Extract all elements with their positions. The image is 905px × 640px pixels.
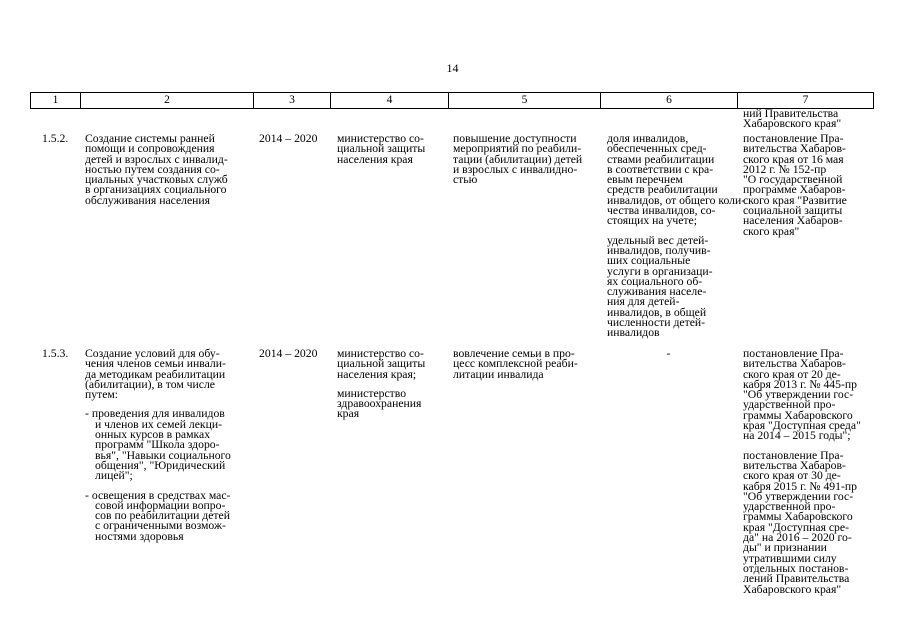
header-cell-7: 7 — [802, 94, 809, 106]
row-number-text: 1.5.3. — [42, 347, 69, 360]
measure-text: Создание системы ранней помощи и сопровождения детей и взрослых с инвалид- ностью путем создания со- циальных участковых служб в организациях социального обслуживания населения — [85, 132, 228, 207]
measure-list-item: - освещения в средствах мас- совой информации вопро- сов по реабилитации детей с ограниченными возмож- ностями здоровья — [85, 488, 231, 543]
indicator-cell — [600, 349, 737, 359]
executor-cell — [337, 134, 447, 165]
executor-text: министерство со- циальной защиты населения края; — [337, 347, 426, 381]
page-number: 14 — [446, 61, 459, 75]
result-cell — [453, 349, 598, 380]
header-cell-3: 3 — [254, 93, 331, 108]
indicator-cell — [607, 132, 746, 340]
indicator-text: - — [666, 347, 671, 360]
header-cell-5: 5 — [449, 93, 601, 108]
executor-cell — [337, 349, 447, 420]
executor-text: министерство со- циальной защиты населения края — [337, 132, 426, 166]
executor-text: министерство здравоохранения края — [337, 386, 422, 421]
indicator-text: доля инвалидов, обеспеченных сред- ствами реабилитации в соответствии с кра- евым перечнем средств реабилитации инвалидов, от общего коли- чества инвалидов, со- стоящих на учете; — [607, 132, 746, 228]
carryover-document-text: ний Правительства Хабаровского края" — [743, 107, 842, 131]
header-cell-6: 6 — [601, 93, 738, 108]
measure-cell — [85, 349, 250, 542]
period-cell — [259, 349, 329, 359]
row-number-text: 1.5.2. — [42, 132, 69, 145]
row-number — [42, 134, 82, 144]
header-cell-4: 4 — [331, 93, 449, 108]
measure-intro-text: Создание условий для обу- чения членов семьи инвали- да методикам реабилитации (абилитации), в том числе путем: — [85, 347, 226, 402]
row-number — [42, 349, 82, 359]
result-text: вовлечение семьи в про- цесс комплексной реаби- литации инвалида — [453, 347, 578, 381]
period-cell — [259, 134, 329, 144]
period-text: 2014 – 2020 — [259, 132, 318, 145]
header-cell-1: 1 — [31, 93, 81, 108]
legal-document-cell — [743, 349, 873, 595]
indicator-text: удельный вес детей- инвалидов, получив- ших социальные услуги в организаци- ях социального об- служивания населе- ния для детей- инвалидов, в общей численности детей- инвалидов — [607, 233, 713, 340]
legal-document-cell — [743, 134, 873, 237]
legal-document-text: постановление Пра- вительства Хабаров- ского края от 30 де- кабря 2015 г. № 491-пр "Об утверждении гос- ударственной про- граммы Хабаровского края "Доступная сре- да" на 2016 – 2020 го- ды" и признании утратившими силу отдельных постанов- лений Правительства Хабаровского края" — [743, 448, 857, 596]
period-text: 2014 – 2020 — [259, 347, 318, 360]
measure-cell — [85, 134, 250, 206]
result-cell — [453, 134, 598, 185]
result-text: повышение доступности мероприятий по реабили- тации (абилитации) детей и взрослых с инвалидно- стью — [453, 132, 583, 187]
measure-list-item: - проведения для инвалидов и членов их семей лекци- онных курсов в рамках программ "Школа здоро- вья", "Навыки социального общения", "Юридический лицей"; — [85, 407, 231, 483]
carryover-document-cell — [743, 109, 873, 130]
legal-document-text: постановление Пра- вительства Хабаров- ского края от 20 де- кабря 2013 г. № 445-пр "Об утверждении гос- ударственной про- граммы Хабаровского края "Доступная среда" на 2014 – 2015 годы"; — [743, 347, 861, 443]
legal-document-text: постановление Пра- вительства Хабаров- ского края от 16 мая 2012 г. № 152-пр "О государственной программе Хабаров- ского края "Развитие социальной защиты населения Хабаров- ского края" — [743, 132, 847, 238]
header-cell-2: 2 — [81, 93, 254, 108]
